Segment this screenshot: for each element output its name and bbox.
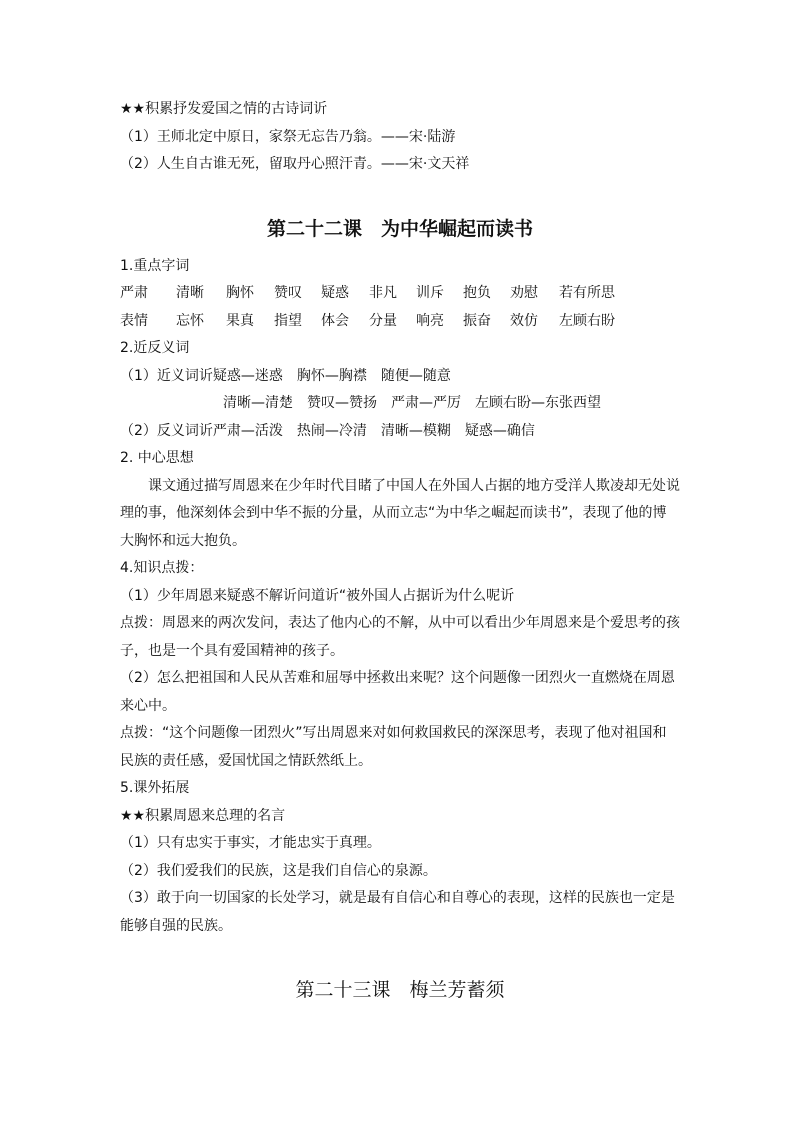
lesson-23-title: 第二十三课 梅兰芳蓄须 [295,979,505,1001]
lesson-22-title: 第二十二课 为中华崛起而读书 [266,217,533,240]
word: 训斥 [416,285,444,301]
synonyms-line-1: （1）近义词䜣疑惑—迷惑 胸怀—胸襟 随便—随意 [120,367,451,384]
knowledge-note-2: 点拨：“这个问题像一团烈火”写出周恩来对如何救国救民的深深思考，表现了他对祖国和民族的责任感，爱国忧国之情跃然纸上。 [120,725,667,769]
word: 抱负 [463,285,491,301]
section-central-idea-heading: 2. 中心思想 [120,450,194,466]
word: 振奋 [463,312,491,329]
word: 胸怀 [226,285,254,301]
central-idea-paragraph: 课文通过描写周恩来在少年时代目睹了中国人在外国人占据的地方受洋人欺凌却无处说理的事，他深刻体会到中华不振的分量，从而立志“为中华之崛起而读书”，表现了他的博大胸怀和远大抱负。 [120,477,680,549]
knowledge-point-1: （1）少年周恩来疑惑不解䜣问道䜣“被外国人占据䜣为什么呢䜣 [120,587,515,604]
words-row-1 [120,280,680,308]
synonyms-line-2: 清晰—清楚 赞叹—赞扬 严肃—严厉 左顾右盼—东张西望 [223,395,601,411]
document-page [120,96,680,1014]
knowledge-point-2: （2）怎么把祖国和人民从苦难和屈辱中拯救出来呢？这个问题像一团烈火一直燃烧在周恩来心中。 [120,670,675,714]
word: 劝慰 [510,285,538,301]
section-extension-heading: 5.课外拓展 [120,780,190,796]
word: 左顾右盼 [559,312,615,329]
words-row-2 [120,308,680,336]
word: 非凡 [369,285,397,301]
word: 指望 [274,312,302,329]
word: 忘怀 [176,312,204,329]
poem-heading: ★★积累抒发爱国之情的古诗词䜣 [120,101,328,117]
section-knowledge-heading: 4.知识点拨： [120,560,204,576]
word: 清晰 [176,285,204,301]
poem-line-2: （2）人生自古谁无死，留取丹心照汗青。——宋·文天祥 [120,156,470,172]
word: 疑惑 [321,285,349,301]
word: 赞叹 [274,285,302,301]
word: 严肃 [120,285,148,301]
antonyms-line: （2）反义词䜣严肃—活泼 热闹—冷清 清晰—模糊 疑惑—确信 [120,422,535,439]
quote-1: （1）只有忠实于事实，才能忠实于真理。 [120,835,381,851]
poem-line-1: （1）王师北定中原日，家祭无忘告乃翁。——宋·陆游 [120,128,456,145]
word: 效仿 [510,312,538,329]
section-synonyms-heading: 2.近反义词 [120,340,190,356]
word: 体会 [321,312,349,329]
word: 果真 [226,312,254,329]
quote-2: （2）我们爱我们的民族，这是我们自信心的泉源。 [120,862,437,879]
quote-3: （3）敢于向一切国家的长处学习，就是最有自信心和自尊心的表现，这样的民族也一定是能够自强的民族。 [120,890,675,934]
word: 若有所思 [559,285,615,301]
word: 表情 [120,312,148,329]
section-key-words-heading: 1.重点字词 [120,257,190,274]
extension-subheading: ★★积累周恩来总理的名言 [120,807,286,824]
word: 响亮 [416,312,444,329]
knowledge-note-1: 点拨：周恩来的两次发问，表达了他内心的不解，从中可以看出少年周恩来是个爱思考的孩子，也是一个具有爱国精神的孩子。 [120,615,680,659]
word: 分量 [369,312,397,329]
